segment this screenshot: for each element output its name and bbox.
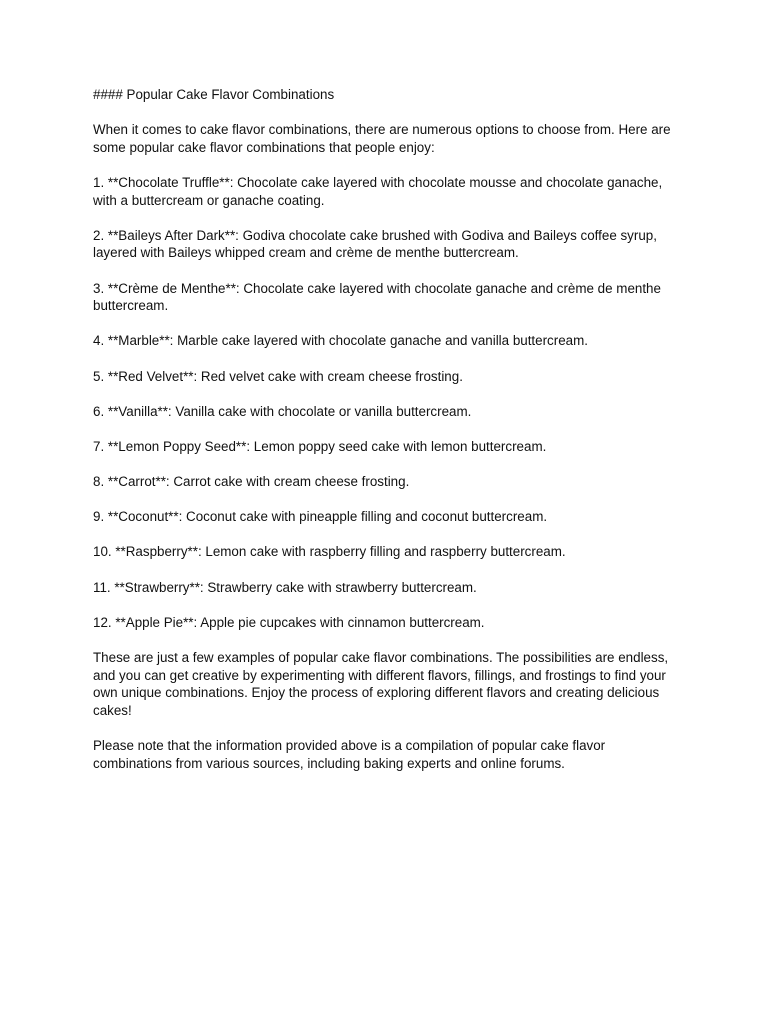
list-item: 12. **Apple Pie**: Apple pie cupcakes with cinnamon buttercream. (93, 614, 485, 630)
list-item: 10. **Raspberry**: Lemon cake with raspberry filling and raspberry buttercream. (93, 544, 566, 560)
list-item: 7. **Lemon Poppy Seed**: Lemon poppy seed cake with lemon buttercream. (93, 438, 547, 454)
list-item: 3. **Crème de Menthe**: Chocolate cake layered with chocolate ganache and crème de menthe buttercream. (93, 280, 661, 314)
list-item: 1. **Chocolate Truffle**: Chocolate cake layered with chocolate mousse and chocolate ganache, with a buttercream or ganache coating. (93, 174, 663, 208)
list-item: 9. **Coconut**: Coconut cake with pineapple filling and coconut buttercream. (93, 509, 548, 525)
list-item: 8. **Carrot**: Carrot cake with cream cheese frosting. (93, 474, 410, 490)
list-item: 4. **Marble**: Marble cake layered with chocolate ganache and vanilla buttercream. (93, 333, 588, 349)
conclusion-paragraph: These are just a few examples of popular cake flavor combinations. The possibilities are endless, and you can get creative by experimenting with different flavors, fillings, and frostings to find your own unique combinations. Enjoy the process of exploring different flavors and creating delicious cakes! (93, 650, 669, 718)
list-item: 6. **Vanilla**: Vanilla cake with chocolate or vanilla buttercream. (93, 403, 472, 419)
list-item: 11. **Strawberry**: Strawberry cake with strawberry buttercream. (93, 579, 477, 595)
document-page (93, 86, 678, 790)
document-heading: #### Popular Cake Flavor Combinations (93, 87, 335, 102)
intro-paragraph: When it comes to cake flavor combinations, there are numerous options to choose from. Here are some popular cake flavor combinations that people enjoy: (93, 122, 671, 155)
note-paragraph: Please note that the information provided above is a compilation of popular cake flavor combinations from various sources, including baking experts and online forums. (93, 737, 606, 771)
list-item: 2. **Baileys After Dark**: Godiva chocolate cake brushed with Godiva and Baileys coffee syrup, layered with Baileys whipped cream and crème de menthe buttercream. (93, 227, 657, 261)
list-item: 5. **Red Velvet**: Red velvet cake with cream cheese frosting. (93, 368, 463, 384)
